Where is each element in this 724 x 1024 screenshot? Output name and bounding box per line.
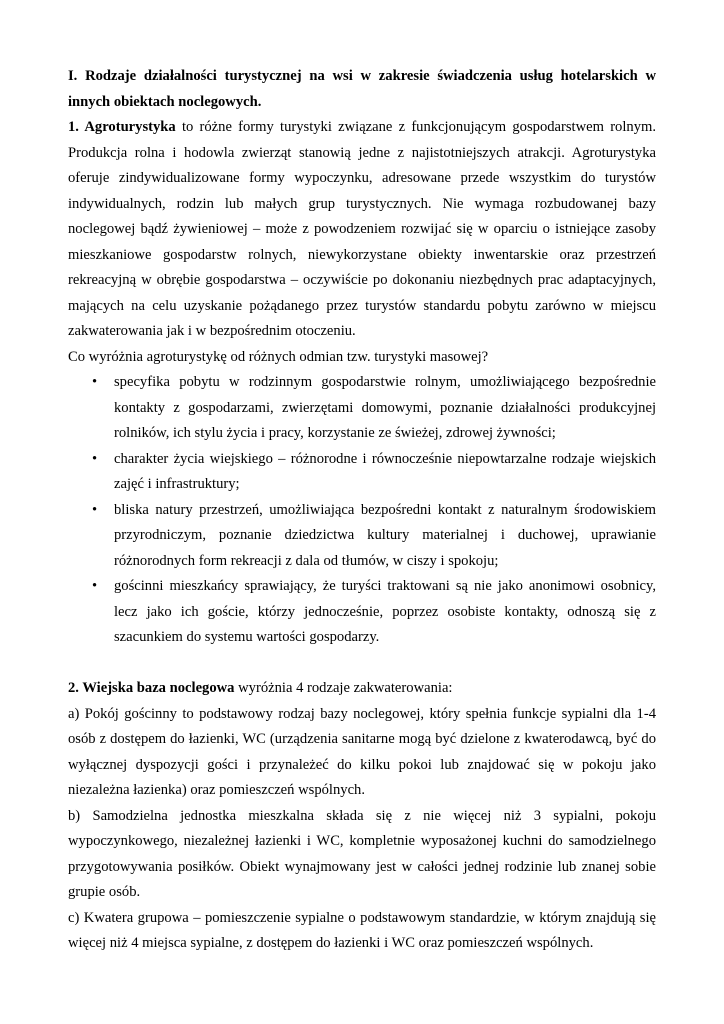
list-item-text: specyfika pobytu w rodzinnym gospodarstwie rolnym, umożliwiającego bezpośrednie kontakty z gospodarzami, zwierzętami domowymi, poznanie działalności produkcyjnej rolników, ich stylu życia i pracy, korzystanie ze świeżej, zdrowej żywności; — [114, 374, 656, 441]
question-text: Co wyróżnia agroturystykę od różnych odmian tzw. turystyki masowej? — [68, 348, 489, 365]
list-item-text: charakter życia wiejskiego – różnorodne i równocześnie niepowtarzalne rodzaje wiejskich zajęć i infrastruktury; — [114, 450, 656, 492]
baza-noclegowa-paragraph — [68, 676, 656, 702]
document-page — [68, 64, 656, 957]
list-item — [68, 447, 656, 498]
list-item — [68, 370, 656, 447]
agroturystyka-paragraph — [68, 115, 656, 345]
section-heading: I. Rodzaje działalności turystycznej na wsi w zakresie świadczenia usług hotelarskich w innych obiektach noclegowych. — [68, 68, 656, 110]
agroturystyka-label: 1. Agroturystyka — [68, 119, 176, 135]
accommodation-item-a: a) Pokój gościnny to podstawowy rodzaj bazy noclegowej, który spełnia funkcje sypialni dla 1-4 osób z dostępem do łazienki, WC (urządzenia sanitarne mogą być dzielone z kwaterodawcą, być do wyłącznej dyspozycji gości i przynależeć do kilku pokoi lub znajdować się w pokoju jako niezależna łazienka) oraz pomieszczeń wspólnych. — [68, 705, 656, 798]
features-list — [68, 370, 656, 651]
list-item-text: gościnni mieszkańcy sprawiający, że turyści traktowani są nie jako anonimowi osobnicy, lecz jako ich goście, którzy jednocześnie, poprzez osobiste kontakty, odnoszą się z szacunkiem do systemu wartości gospodarzy. — [114, 578, 656, 645]
baza-noclegowa-label: 2. Wiejska baza noclegowa — [68, 680, 235, 696]
bullet-icon: • — [92, 501, 98, 518]
paragraph-gap — [68, 651, 656, 677]
list-item-text: bliska natury przestrzeń, umożliwiająca bezpośredni kontakt z naturalnym środowiskiem przyrodniczym, poznanie dziedzictwa kultury materialnej i duchowej, uprawianie różnorodnych form rekreacji z dala od tłumów, w ciszy i spokoju; — [114, 501, 656, 569]
bullet-icon: • — [92, 450, 98, 467]
accommodation-item-c: c) Kwatera grupowa – pomieszczenie sypialne o podstawowym standardzie, w którym znajdują się więcej niż 4 miejsca sypialne, z dostępem do łazienki i WC oraz pomieszczeń wspólnych. — [68, 909, 656, 951]
agroturystyka-text: to różne formy turystyki związane z funkcjonującym gospodarstwem rolnym. Produkcja rolna i hodowla zwierząt stanowią jedne z najistotniejszych atrakcji. Agroturystyka oferuje zindywidualizowane formy wypoczynku, adresowane przede wszystkim do turystów indywidualnych, rodzin lub małych grup turystycznych. Nie wymaga rozbudowanej bazy noclegowej bądź żywieniowej – może z powodzeniem rozwijać się w oparciu o istniejące zasoby mieszkaniowe gospodarstw rolnych, niewykorzystane obiekty inwentarskie oraz przestrzeń rekreacyjną w obrębie gospodarstwa – oczywiście po dokonaniu niezbędnych prac adaptacyjnych, mających na celu uzyskanie pożądanego przez turystów standardu pobytu zarówno w miejscu zakwaterowania jak i w bezpośrednim otoczeniu. — [68, 119, 656, 339]
baza-noclegowa-intro: wyróżnia 4 rodzaje zakwaterowania: — [234, 680, 453, 696]
list-item — [68, 498, 656, 575]
bullet-icon: • — [92, 578, 98, 594]
accommodation-item-b: b) Samodzielna jednostka mieszkalna składa się z nie więcej niż 3 sypialni, pokoju wypoczynkowego, niezależnej łazienki i WC, kompletnie wyposażonej kuchni do samodzielnego przygotowywania posiłków. Obiekt wynajmowany jest w całości jednej rodzinie lub znanej sobie grupie osób. — [68, 807, 656, 900]
bullet-icon: • — [92, 374, 98, 390]
list-item — [68, 574, 656, 651]
